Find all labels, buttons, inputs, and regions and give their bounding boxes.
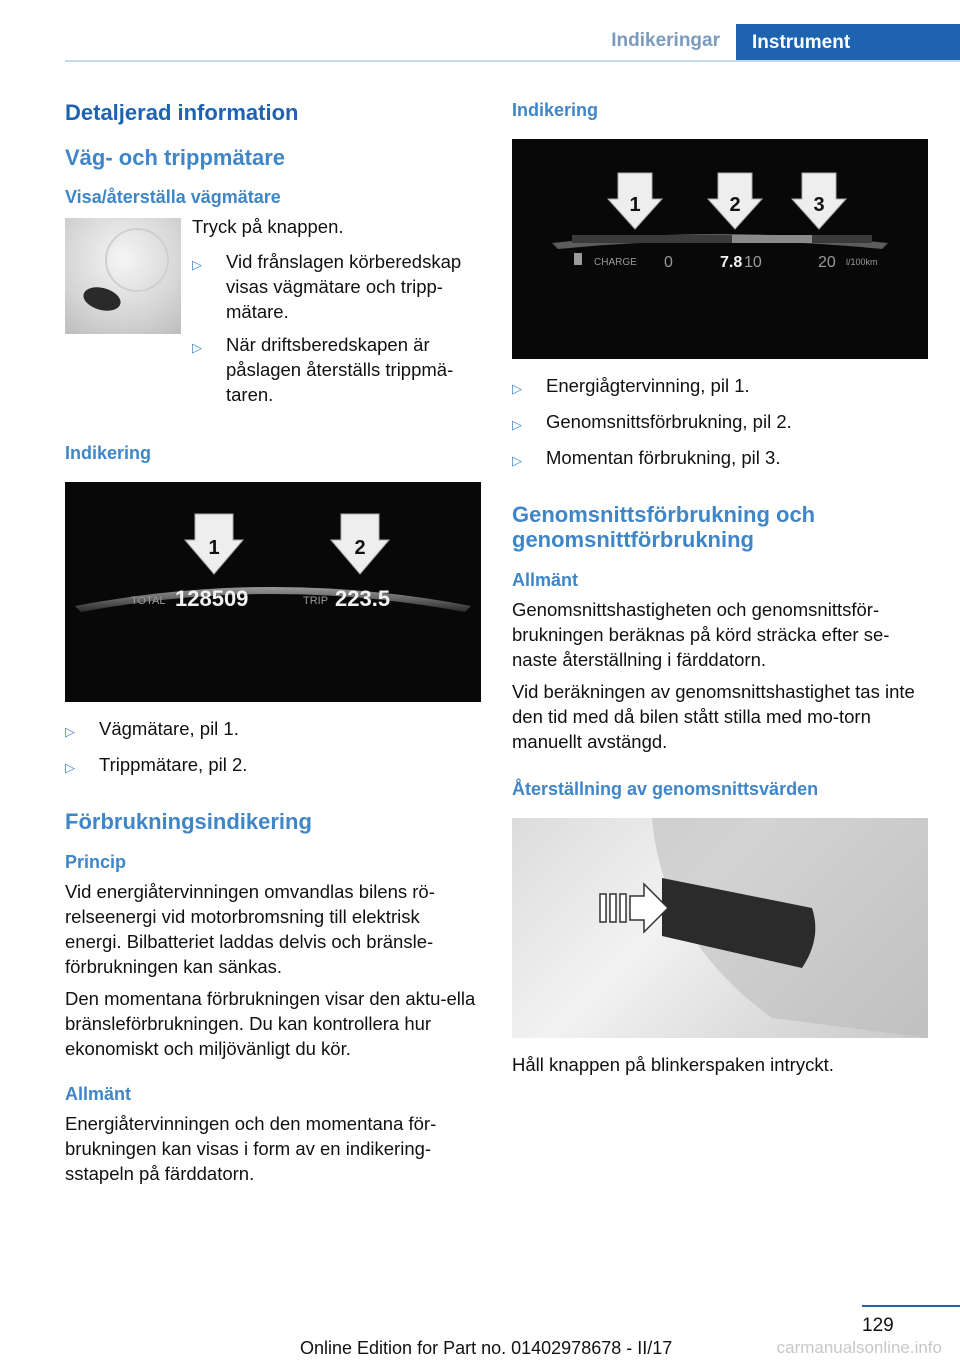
left-column [65,100,481,1193]
bar-fill [732,235,812,243]
tab-instrument[interactable]: Instrument [736,24,960,62]
reset-list [192,249,481,407]
principle-paragraph-1: Vid energiåtervinningen omvandlas bilens rö-relseenergi vid motorbromsning till elektrisk energi. Bilbatteriet laddas delvis och bränsle-förbrukningen kan sänkas. [65,881,435,978]
push-arrow-icon [600,884,668,932]
list-item [192,332,481,407]
page-number: 129 [862,1315,894,1336]
tab-indikeringar[interactable]: Indikeringar [611,30,720,51]
page-header [65,24,960,62]
reset-knob [81,283,123,314]
total-value: 128509 [175,585,249,611]
turn-signal-lever-image [512,818,928,1038]
odometer-list [65,716,481,780]
total-label: TOTAL [131,594,166,607]
trip-value: 223.5 [335,585,391,611]
list-item-text: Trippmätare, pil 2. [99,753,248,775]
list-item-text: Genomsnittsförbrukning, pil 2. [546,411,792,432]
list-item [65,716,481,744]
dial-arc [105,228,169,292]
arrow-1-icon [185,514,243,574]
triangle-bullet-icon: ▷ [512,381,522,396]
charge-label: CHARGE [594,257,637,268]
watermark: carmanualsonline.info [776,1338,942,1357]
fuel-pump-icon [574,253,582,265]
heading-general-right: Allmänt [512,570,579,591]
arrow-2-icon [708,173,762,229]
arrow-3-icon [792,173,846,229]
triangle-bullet-icon: ▷ [65,723,75,739]
heading-average: Genomsnittsförbrukning och genomsnittförbrukning [512,502,816,552]
heading-detailed-info: Detaljerad information [65,100,299,125]
trip-label: TRIP [303,594,329,607]
list-item-text: Energiågtervinning, pil 1. [546,375,750,396]
heading-odometer: Väg- och trippmätare [65,145,286,170]
footer-rule [862,1305,960,1307]
list-item [512,445,928,473]
list-item-text: När driftsberedskapen är påslagen återställs trippmä-taren. [226,333,454,405]
heading-display-right: Indikering [512,100,599,120]
scale-ten: 10 [744,254,762,271]
heading-consumption: Förbrukningsindikering [65,808,312,834]
press-button-text: Tryck på knappen. [192,215,344,237]
unit-label: l/100km [846,257,878,267]
arrow-3-label: 3 [813,194,825,216]
arrow-2-label: 2 [729,194,741,216]
arrow-1-label: 1 [629,194,641,216]
consumption-display-svg [512,139,928,359]
list-item-text: Vägmätare, pil 1. [99,717,239,739]
list-item [512,373,928,401]
triangle-bullet-icon: ▷ [512,417,522,432]
scale-twenty: 20 [818,254,836,271]
consumption-display-image [512,139,928,359]
heading-general: Allmänt [65,1084,132,1105]
list-item [192,249,481,324]
odometer-display-svg [65,482,481,702]
list-item-text: Vid frånslagen körberedskap visas vägmätare och tripp-mätare. [226,250,462,322]
average-paragraph-2: Vid beräkningen av genomsnittshastighet tas inte den tid med då bilen stått stilla med mo-torn manuellt avstängd. [512,681,915,753]
odometer-display-image [65,482,481,702]
consumption-value: 7.8 [720,254,743,271]
heading-show-reset: Visa/återställa vägmätare [65,186,281,207]
consumption-list [512,373,928,473]
heading-reset-average: Återställning av genomsnittsvärden [512,779,819,800]
average-paragraph-1: Genomsnittshastigheten och genomsnittsför-brukningen beräknas på körd sträcka efter se-naste återställning i färddatorn. [512,599,890,671]
arrow-2-label: 2 [354,536,366,559]
list-item [65,752,481,780]
heading-principle: Princip [65,852,127,873]
edition-text: Online Edition for Part no. 01402978678 - II/17 [300,1338,673,1358]
bar-track [572,235,872,243]
triangle-bullet-icon: ▷ [192,256,202,272]
arrow-2-icon [331,514,389,574]
reset-button-image [65,218,181,334]
right-column [512,100,928,1084]
scale-zero: 0 [664,254,673,271]
list-item-text: Momentan förbrukning, pil 3. [546,447,781,468]
general-paragraph: Energiåtervinningen och den momentana för-brukningen kan visas i form av en indikering-sstapeln på färddatorn. [65,1113,437,1185]
principle-paragraph-2: Den momentana förbrukningen visar den aktu-ella bränsleförbrukningen. Du kan kontrollera hur ekonomiskt och miljövänligt du kör. [65,988,476,1060]
heading-display: Indikering [65,442,152,463]
triangle-bullet-icon: ▷ [512,453,522,468]
triangle-bullet-icon: ▷ [65,759,75,775]
lever-svg [512,818,928,1038]
triangle-bullet-icon: ▷ [192,339,202,355]
arrow-1-label: 1 [208,536,220,559]
arrow-1-icon [608,173,662,229]
reset-caption: Håll knappen på blinkerspaken intryckt. [512,1054,834,1076]
header-rule [65,60,960,62]
reset-button-figure-row [65,214,481,415]
list-item [512,409,928,437]
